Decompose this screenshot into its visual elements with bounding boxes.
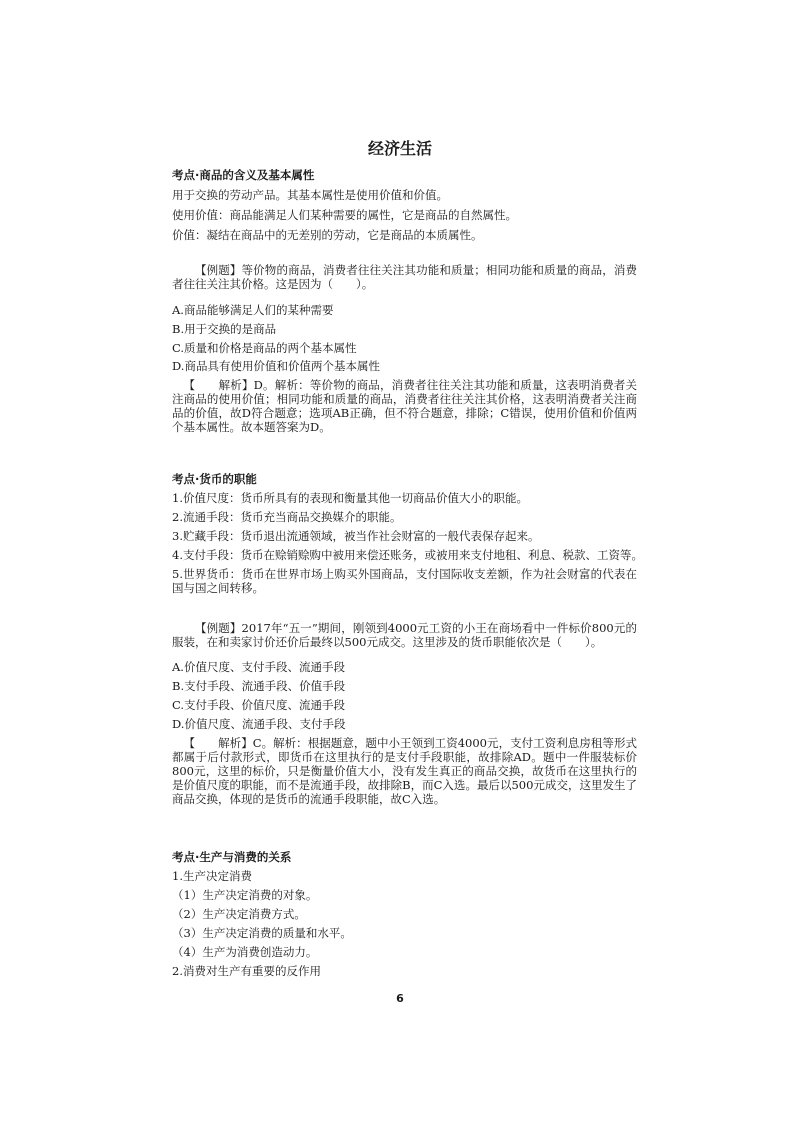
body-line: 2.消费对生产有重要的反作用 <box>172 964 321 978</box>
body-line: （1）生产决定消费的对象。 <box>172 888 318 902</box>
section-heading-production: 考点·生产与消费的关系 <box>172 850 292 864</box>
option-d: D.商品具有使用价值和价值两个基本属性 <box>172 359 380 373</box>
option-b: B.用于交换的是商品 <box>172 322 277 336</box>
body-line: 使用价值：商品能满足人们某种需要的属性，它是商品的自然属性。 <box>172 208 517 222</box>
body-line: （4）生产为消费创造动力。 <box>172 945 318 959</box>
example-analysis: 【 解析】D。解析：等价物的商品，消费者往往关注其功能和质量，这表明消费者关注商品的使用价值；相同功能和质量的商品，消费者往往关注其价格，这表明消费者关注商品的价值，故D符合题意；选项AB正确，但不符合题意，排除；C错误，使用价值和价值两个基本属性。故本题答案为D。 <box>172 378 637 434</box>
option-b: B.支付手段、流通手段、价值手段 <box>172 679 346 693</box>
section-heading-commodity: 考点·商品的含义及基本属性 <box>172 168 315 182</box>
example-question: 【例题】等价物的商品，消费者往往关注其功能和质量；相同功能和质量的商品，消费者往往关注其价格。这是因为（ ）。 <box>172 263 637 291</box>
page-title: 经济生活 <box>367 139 432 158</box>
body-line: （2）生产决定消费方式。 <box>172 907 306 921</box>
option-c: C.支付手段、价值尺度、流通手段 <box>172 698 346 712</box>
section-heading-money: 考点·货币的职能 <box>172 472 257 486</box>
body-line: （3）生产决定消费的质量和水平。 <box>172 926 352 940</box>
body-line: 价值：凝结在商品中的无差别的劳动，它是商品的本质属性。 <box>172 228 483 242</box>
example-question: 【例题】2017年“五一”期间，刚领到4000元工资的小王在商场看中一件标价800元的服装，在和卖家讨价还价后最终以500元成交。这里涉及的货币职能依次是（ ）。 <box>172 621 637 649</box>
example-analysis: 【 解析】C。解析：根据题意，题中小王领到工资4000元，支付工资利息房租等形式都属于后付款形式，即货币在这里执行的是支付手段职能，故排除AD。题中一件服装标价800元，这里的标价，只是衡量价值大小，没有发生真正的商品交换，故货币在这里执行的是价值尺度的职能，而不是流通手段，故排除B，而C入选。最后以500元成交，这里发生了商品交换，体现的是货币的流通手段职能，故C入选。 <box>172 736 637 806</box>
body-line: 1.价值尺度：货币所具有的表现和衡量其他一切商品价值大小的职能。 <box>172 491 528 505</box>
body-line: 用于交换的劳动产品。其基本属性是使用价值和价值。 <box>172 188 448 202</box>
option-d: D.价值尺度、流通手段、支付手段 <box>172 717 346 731</box>
body-line: 5.世界货币：货币在世界市场上购买外国商品，支付国际收支差额，作为社会财富的代表在国与国之间转移。 <box>172 567 637 595</box>
option-a: A.商品能够满足人们的某种需要 <box>172 303 334 317</box>
option-a: A.价值尺度、支付手段、流通手段 <box>172 660 345 674</box>
body-line: 4.支付手段：货币在赊销赊购中被用来偿还账务，或被用来支付地租、利息、税款、工资等。 <box>172 548 643 562</box>
body-line: 1.生产决定消费 <box>172 869 252 883</box>
page-number: 6 <box>396 992 404 1005</box>
body-line: 3.贮藏手段：货币退出流通领域，被当作社会财富的一般代表保存起来。 <box>172 529 540 543</box>
body-line: 2.流通手段：货币充当商品交换媒介的职能。 <box>172 510 402 524</box>
option-c: C.质量和价格是商品的两个基本属性 <box>172 341 357 355</box>
